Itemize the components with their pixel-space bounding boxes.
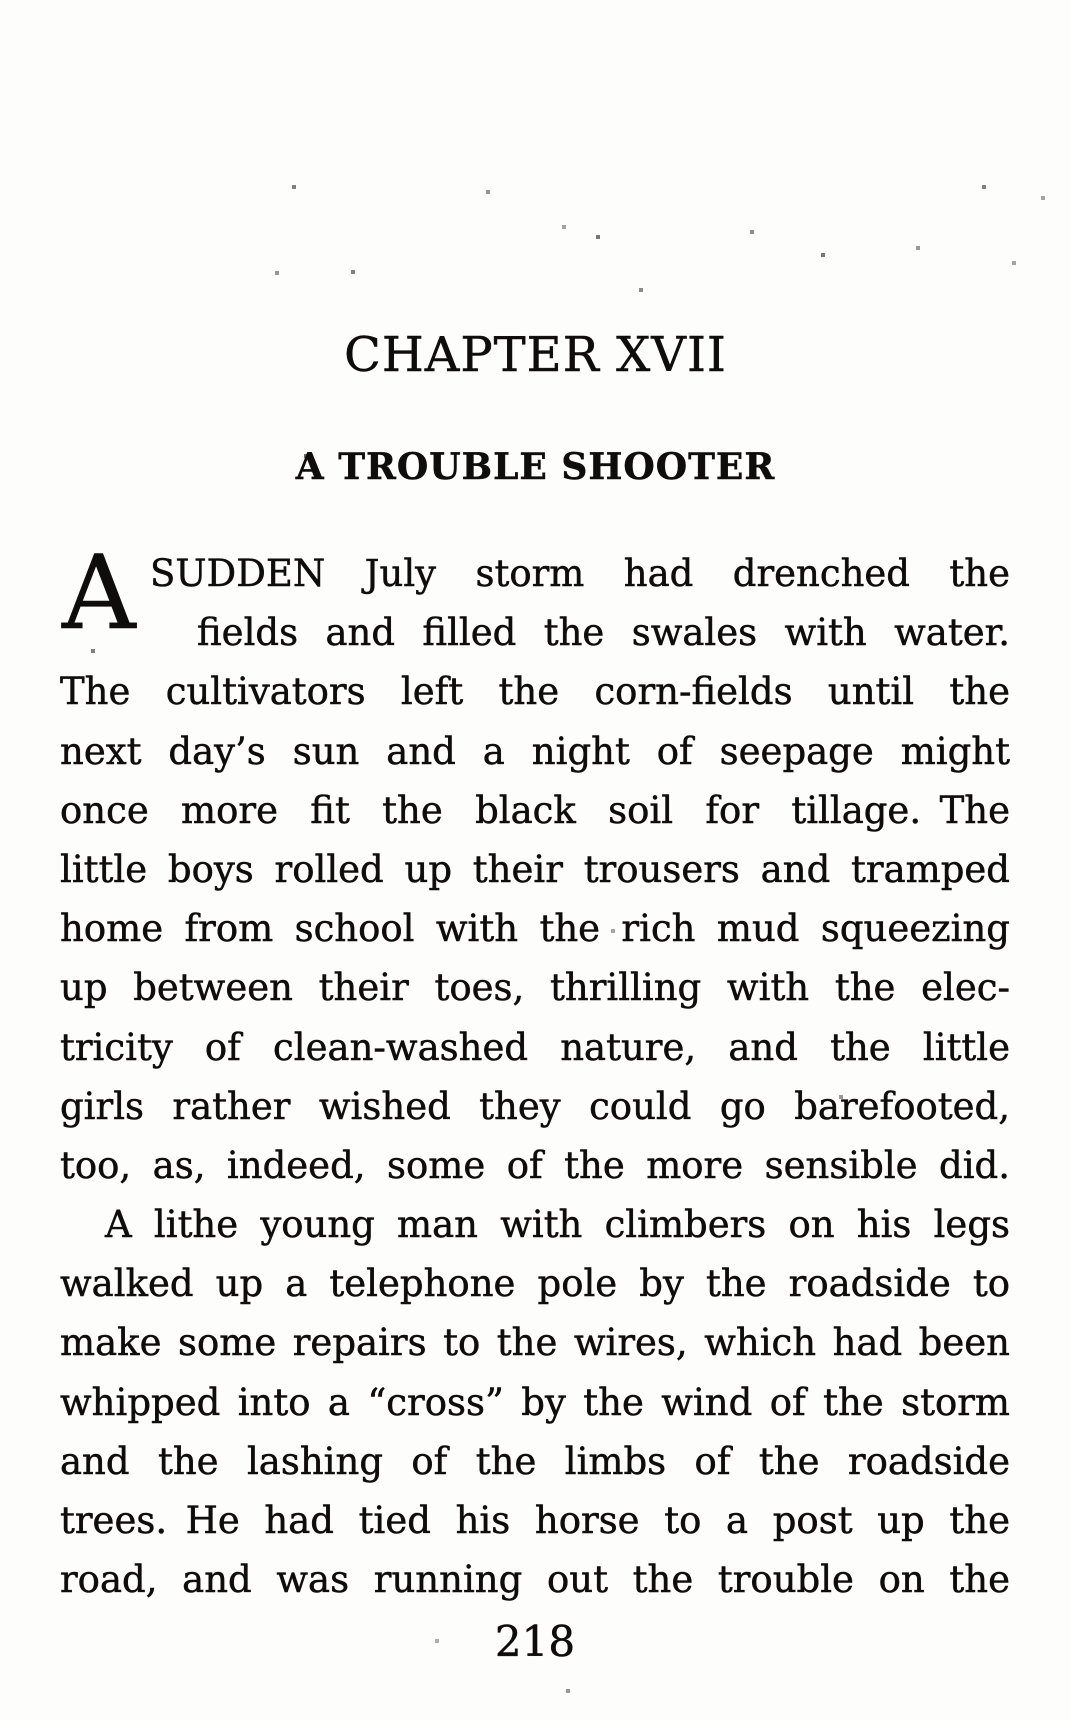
text-line: SUDDEN July storm had drenched the xyxy=(150,552,1010,595)
text-line: make some repairs to the wires, which had been xyxy=(60,1321,1010,1365)
text-line: girls rather wished they could go barefooted, xyxy=(60,1084,1010,1128)
text-line: The cultivators left the corn-fields until the xyxy=(60,670,1010,714)
text-line: once more fit the black soil for tillage. The xyxy=(60,788,1010,832)
text-line: trees. He had tied his horse to a post up the xyxy=(60,1499,1010,1542)
text-line: whipped into a “cross” by the wind of the storm xyxy=(60,1380,1010,1424)
text-line: fields and filled the swales with water. xyxy=(197,611,1010,655)
drop-cap: A xyxy=(62,534,136,653)
chapter-heading: CHAPTER XVII xyxy=(344,327,727,383)
page-number: 218 xyxy=(494,1617,576,1666)
text-line: road, and was running out the trouble on the xyxy=(60,1558,1010,1602)
scan-speckles xyxy=(0,0,2,2)
text-line: little boys rolled up their trousers and tramped xyxy=(60,847,1010,891)
text-line: and the lashing of the limbs of the roadside xyxy=(60,1439,1010,1483)
text-line: walked up a telephone pole by the roadside to xyxy=(60,1262,1010,1306)
text-line: tricity of clean-washed nature, and the little xyxy=(60,1025,1010,1069)
text-line: home from school with the rich mud squeezing xyxy=(60,907,1010,951)
body-text xyxy=(60,534,1010,1609)
text-line: too, as, indeed, some of the more sensible did. xyxy=(60,1143,1010,1187)
text-line: up between their toes, thrilling with the elec- xyxy=(60,966,1010,1010)
text-line: next day’s sun and a night of seepage might xyxy=(60,729,1010,773)
text-line: A lithe young man with climbers on his legs xyxy=(105,1203,1010,1247)
section-title: A TROUBLE SHOOTER xyxy=(295,446,776,488)
